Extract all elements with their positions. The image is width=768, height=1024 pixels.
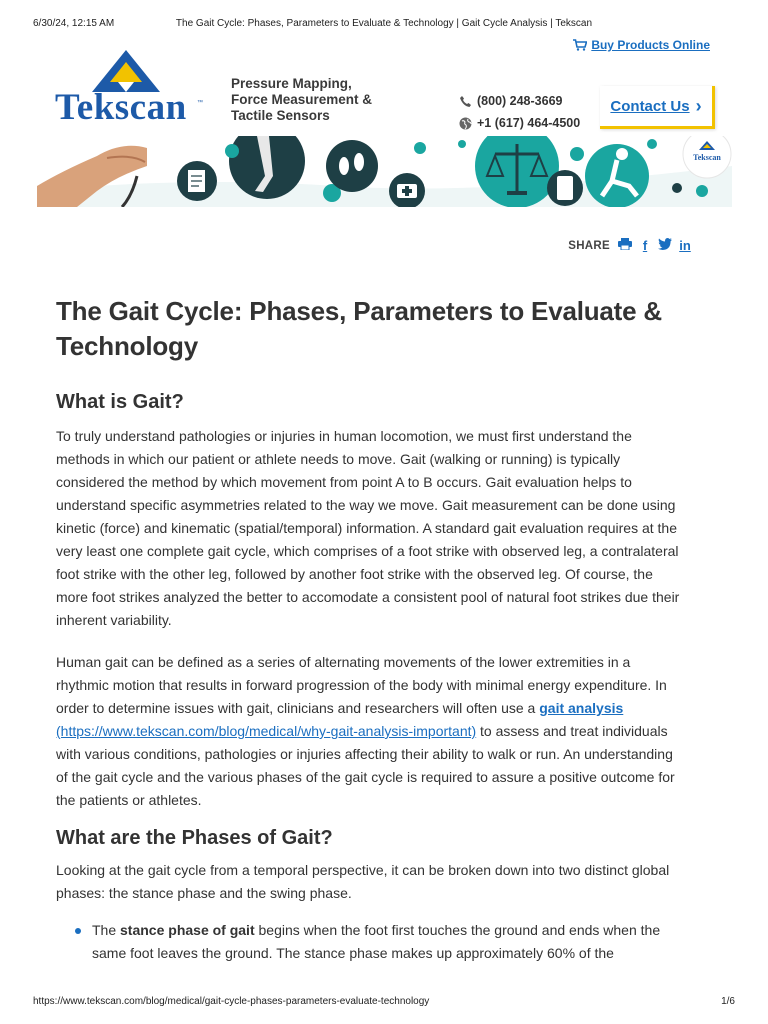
gait-analysis-link-text: gait analysis: [539, 700, 624, 716]
tagline-line-1: Pressure Mapping,: [231, 76, 352, 91]
logo-trademark: ™: [197, 100, 203, 106]
print-page-number: 1/6: [721, 996, 735, 1007]
phases-list: [56, 919, 686, 965]
section-heading-phases: What are the Phases of Gait?: [56, 827, 333, 849]
banner-badge-text: Tekscan: [693, 153, 721, 162]
share-bar: [568, 238, 692, 253]
hero-banner: [37, 136, 732, 207]
linkedin-icon[interactable]: in: [679, 238, 691, 253]
paragraph-text: to assess and treat individuals with various conditions, pathologies or injuries affecting their ability to walk or run. An understanding of the gait cycle and the various phases of the gait cycle is required to assure a positive outcome for the patients or athletes.: [56, 723, 675, 808]
share-label: SHARE: [568, 239, 610, 252]
print-icon[interactable]: [618, 238, 632, 253]
tagline: [231, 76, 401, 124]
paragraph-human-gait: [56, 651, 686, 812]
list-item-stance-phase: The stance phase of gait begins when the foot first touches the ground and ends when the same foot leaves the ground. The stance phase makes up approximately 60% of the: [92, 919, 686, 965]
article-title: The Gait Cycle: Phases, Parameters to Evaluate & Technology: [56, 296, 662, 361]
cart-icon: [573, 39, 587, 51]
print-footer: [33, 996, 735, 1010]
tagline-line-3: Tactile Sensors: [231, 108, 330, 123]
logo-wordmark: Tekscan: [55, 87, 187, 128]
print-url: https://www.tekscan.com/blog/medical/gait-cycle-phases-parameters-evaluate-technology: [33, 996, 430, 1007]
intl-phone-line[interactable]: [459, 112, 580, 134]
paragraph-phases-intro: Looking at the gait cycle from a temporal perspective, it can be broken down into two distinct global phases: the stance phase and the swing phase.: [56, 862, 670, 901]
tekscan-logo[interactable]: [55, 48, 203, 128]
stance-phase-term: stance phase of gait: [120, 922, 255, 938]
contact-us-label: Contact Us: [610, 97, 690, 115]
intl-phone-number: +1 (617) 464-4500: [477, 116, 581, 130]
section-heading-what-is-gait: What is Gait?: [56, 391, 184, 413]
paragraph-gait-intro: To truly understand pathologies or injuries in human locomotion, we must first understand the methods in which our patient or athlete needs to move. Gait (walking or running) is typically considered the method by which movement from point A to B occurs. Gait evaluation helps to understand specific asymmetries related to the way we move. Gait measurement can be done using kinetic (force) and kinematic (spatial/temporal) information. A standard gait evaluation requires at the very least one complete gait cycle, which comprises of a foot strike with observed leg, a contralateral foot strike with the other leg, followed by another foot strike with the observed leg. Of course, the more foot strikes analyzed the better to accomodate a consistent pool of natural foot strikes due their inherent variability.: [56, 428, 680, 628]
footprints-icon: [326, 140, 378, 192]
tagline-line-2: Force Measurement &: [231, 92, 373, 107]
globe-icon: [459, 117, 472, 130]
paragraph-text: Human gait can be defined as a series of alternating movements of the lower extremities in a rhythmic motion that results in forward progression of the body with minimal energy expenditure. In order to determine issues with gait, clinicians and researchers will often use a: [56, 654, 667, 716]
contact-info: [459, 90, 580, 134]
gait-analysis-link-url: (https://www.tekscan.com/blog/medical/why-gait-analysis-important): [56, 723, 477, 739]
twitter-icon[interactable]: [658, 238, 672, 253]
phone-icon: [459, 95, 472, 108]
phone-line[interactable]: [459, 90, 580, 112]
contact-us-button[interactable]: [600, 86, 715, 129]
phone-number: (800) 248-3669: [477, 94, 563, 108]
chevron-right-icon: ›: [695, 95, 702, 116]
facebook-icon[interactable]: f: [642, 238, 648, 253]
print-date: 6/30/24, 12:15 AM: [33, 18, 115, 29]
buy-products-label: Buy Products Online: [591, 38, 710, 52]
print-header: [33, 18, 735, 32]
buy-products-link[interactable]: [573, 38, 710, 52]
print-page-title: The Gait Cycle: Phases, Parameters to Evaluate & Technology | Gait Cycle Analysis | Tekscan: [175, 18, 593, 29]
banner-illustration: [37, 136, 732, 207]
article: [56, 294, 686, 965]
